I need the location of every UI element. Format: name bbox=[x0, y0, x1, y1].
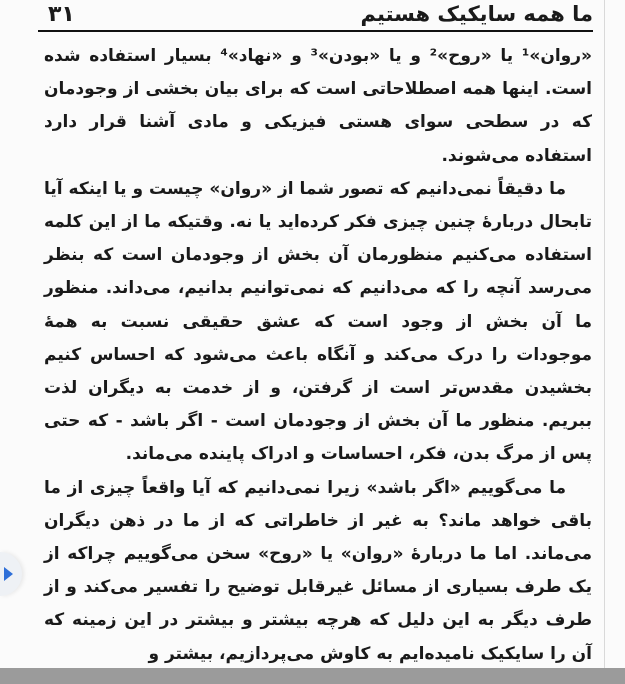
side-panel-handle[interactable] bbox=[0, 552, 22, 596]
paragraph: «روان»¹ یا «روح»² و یا «بودن»³ و «نهاد»⁴ بسیار استفاده شده است. اینها همه اصطلاحاتی است که برای بیان بخشی از وجودمان که در سطحی سوای هستی فیزیکی و مادی آشنا قرار دارد استفاده می‌شوند. bbox=[44, 46, 592, 166]
chevron-right-icon bbox=[4, 567, 13, 581]
page-header bbox=[38, 0, 593, 32]
body-text bbox=[44, 40, 592, 671]
paragraph: ما دقیقاً نمی‌دانیم که تصور شما از «روان» چیست و یا اینکه آیا تابحال دربارهٔ چنین چیزی فکر کرده‌اید یا نه. وقتیکه ما از این کلمه استفاده می‌کنیم منظورمان آن بخش از وجودمان است که بنظر می‌رسد آنچه را که می‌دانیم که نمی‌توانیم بدانیم، می‌داند. منظور ما آن بخش از وجود است که عشق حقیقی نسبت به همهٔ موجودات را درک می‌کند و آنگاه باعث می‌شود که احساس کنیم بخشیدن مقدس‌تر است از گرفتن، و از خدمت به دیگران لذت ببریم. منظور ما آن بخش از وجودمان است - اگر باشد - که حتی پس از مرگ بدن، فکر، احساسات و ادراک پاینده می‌ماند. bbox=[44, 178, 592, 465]
page-number: ۳۱ bbox=[48, 2, 75, 27]
running-title: ما همه سایکیک هستیم bbox=[360, 2, 593, 26]
bottom-bar bbox=[0, 668, 625, 684]
paragraph: ما می‌گوییم «اگر باشد» زیرا نمی‌دانیم که آیا واقعاً چیزی از ما باقی خواهد ماند؟ به غیر از خاطراتی که از ما در ذهن دیگران می‌ماند. اما ما دربارهٔ «روان» یا «روح» سخن می‌گوییم چراکه از یک طرف بسیاری از مسائل غیرقابل توضیح را تفسیر می‌کند و از طرف دیگر به این دلیل که هرچه بیشتر و بیشتر در این زمینه که آن را سایکیک نامیده‌ایم به کاوش می‌پردازیم، بیشتر و bbox=[44, 477, 592, 664]
page-edge-divider bbox=[604, 0, 605, 668]
